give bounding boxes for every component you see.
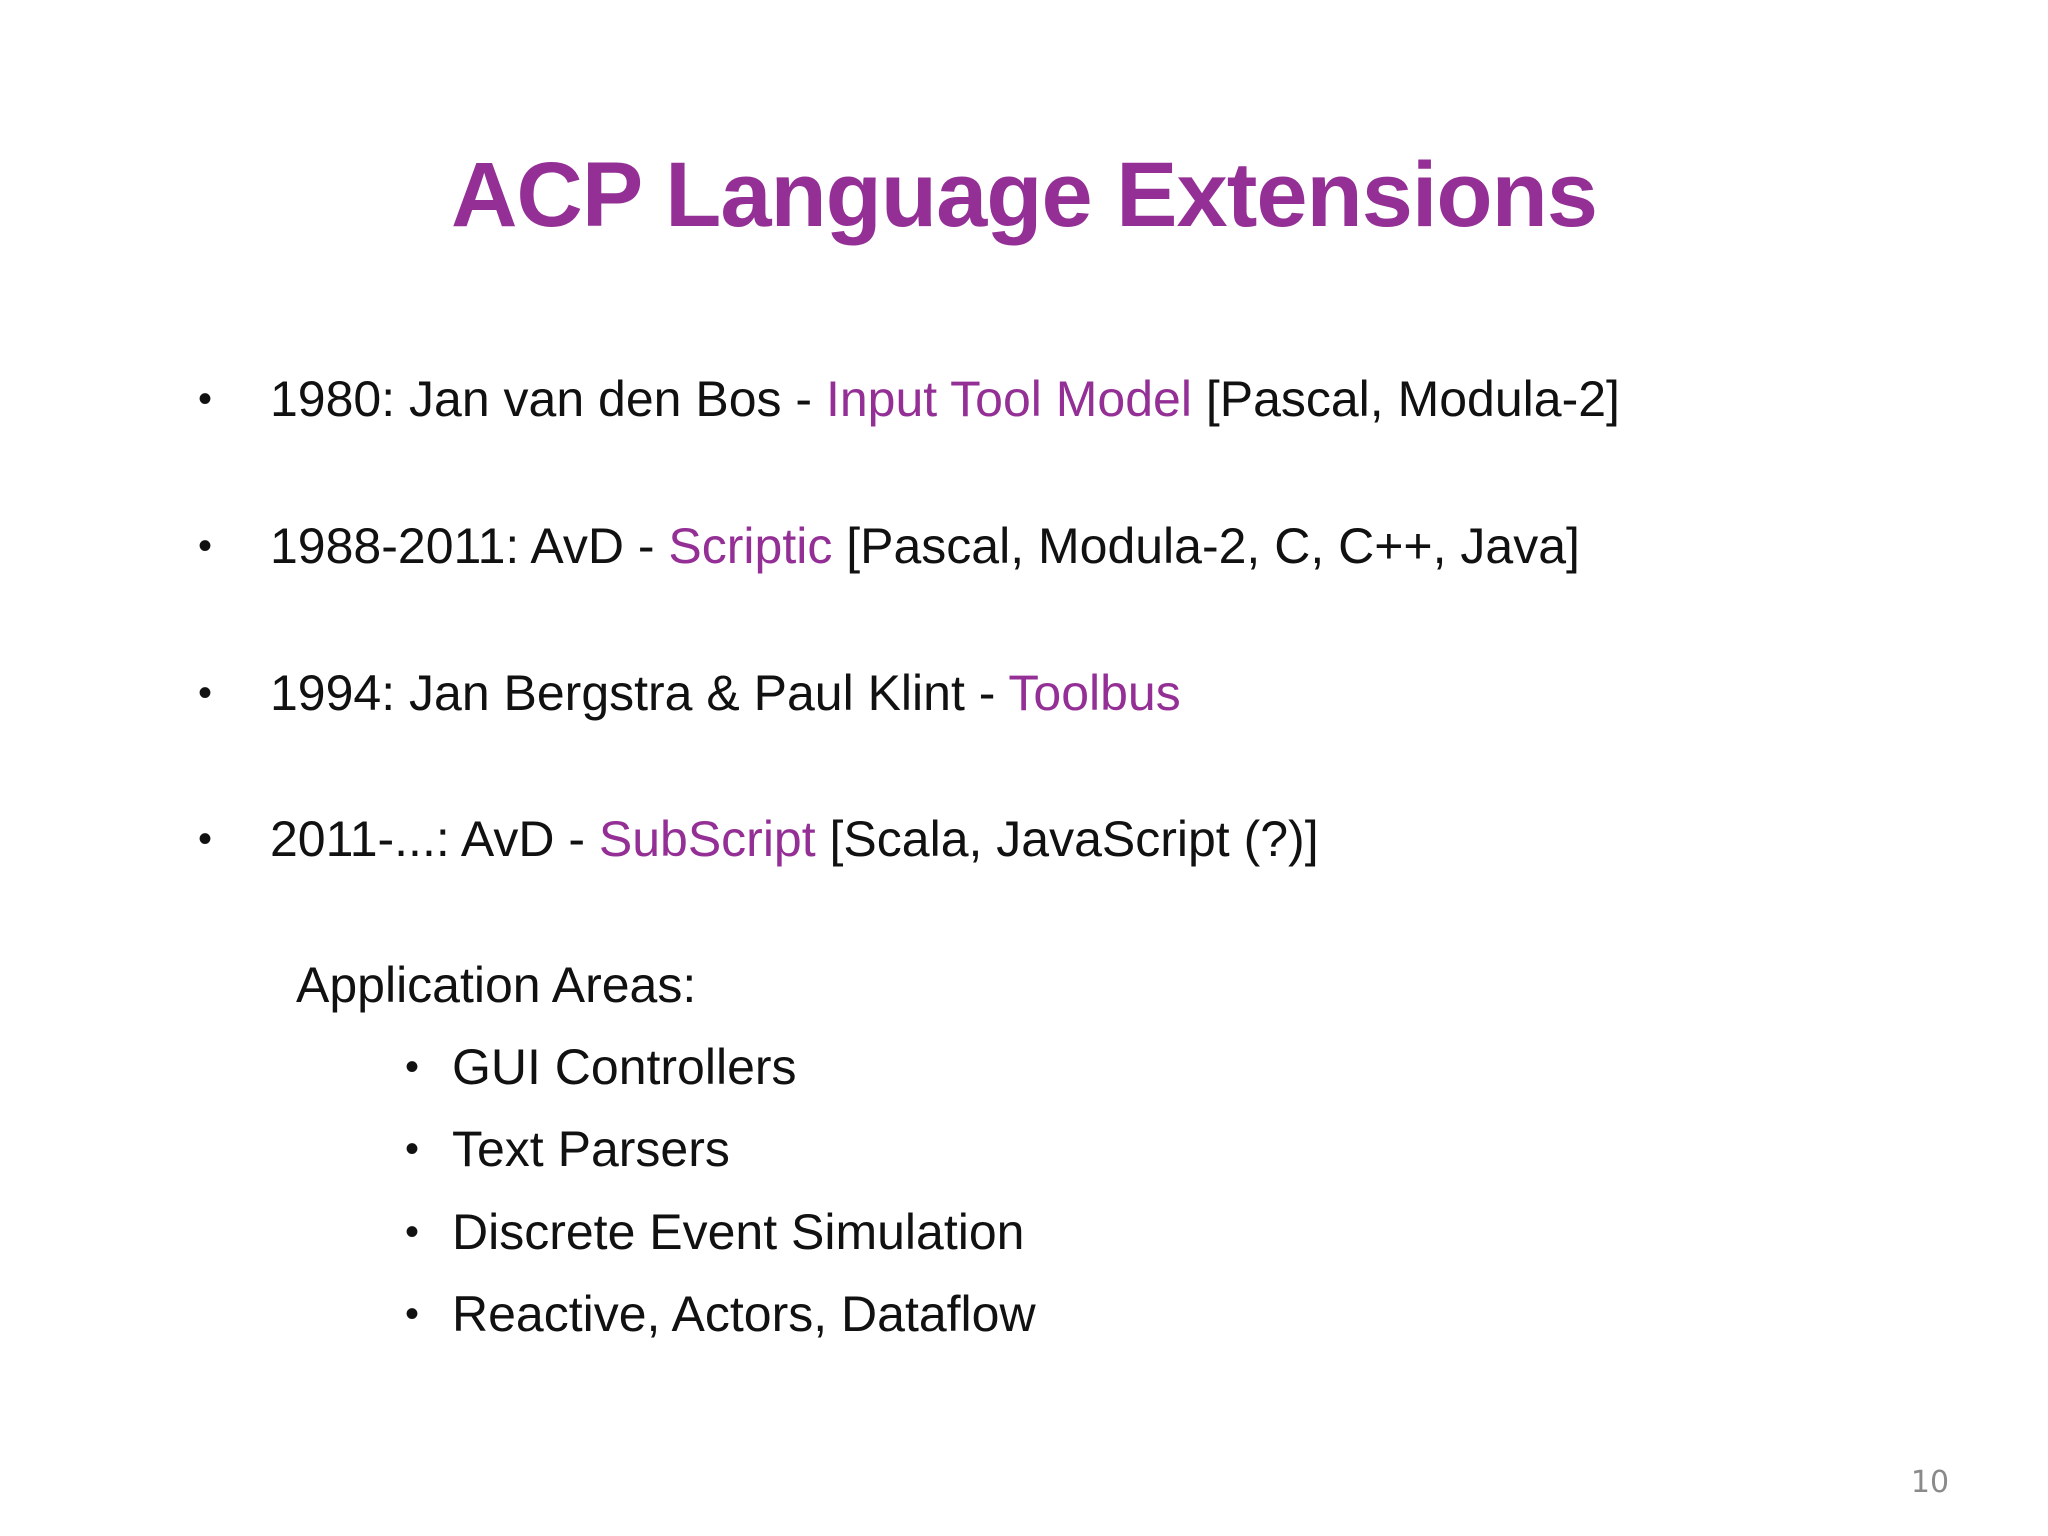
language-name: Toolbus xyxy=(1008,665,1181,721)
bullet-suffix: [Pascal, Modula-2] xyxy=(1191,371,1620,427)
bullet-dot: • xyxy=(404,1045,419,1089)
bullet-dot: • xyxy=(197,671,212,715)
bullet-dot: • xyxy=(404,1210,419,1254)
application-area-label: Reactive, Actors, Dataflow xyxy=(452,1286,1036,1342)
bullet-prefix: 1980: Jan van den Bos - xyxy=(270,371,826,427)
language-name: Input Tool Model xyxy=(825,371,1192,427)
application-area-label: Text Parsers xyxy=(452,1121,730,1177)
language-name: SubScript xyxy=(598,811,816,867)
page-number: 10 xyxy=(1910,1465,1950,1500)
slide-title: ACP Language Extensions xyxy=(450,144,1597,246)
bullet-prefix: 1994: Jan Bergstra & Paul Klint - xyxy=(270,665,1009,721)
bullet-suffix: [Pascal, Modula-2, C, C++, Java] xyxy=(832,518,1580,574)
application-area-label: Discrete Event Simulation xyxy=(452,1204,1025,1260)
bullet-dot: • xyxy=(404,1292,419,1336)
application-area-label: GUI Controllers xyxy=(452,1039,797,1095)
history-bullet-text xyxy=(270,658,1181,728)
application-areas-heading: Application Areas: xyxy=(296,957,697,1013)
bullet-dot: • xyxy=(197,817,212,861)
language-name: Scriptic xyxy=(668,518,833,574)
bullet-dot: • xyxy=(197,524,212,568)
bullet-prefix: 2011-...: AvD - xyxy=(270,811,599,867)
history-bullet-text xyxy=(270,511,1580,581)
bullet-dot: • xyxy=(197,377,212,421)
history-bullet-text xyxy=(270,364,1620,434)
bullet-prefix: 1988-2011: AvD - xyxy=(270,518,669,574)
bullet-suffix: [Scala, JavaScript (?)] xyxy=(815,811,1319,867)
history-bullet-text xyxy=(270,804,1319,874)
bullet-dot: • xyxy=(404,1127,419,1171)
